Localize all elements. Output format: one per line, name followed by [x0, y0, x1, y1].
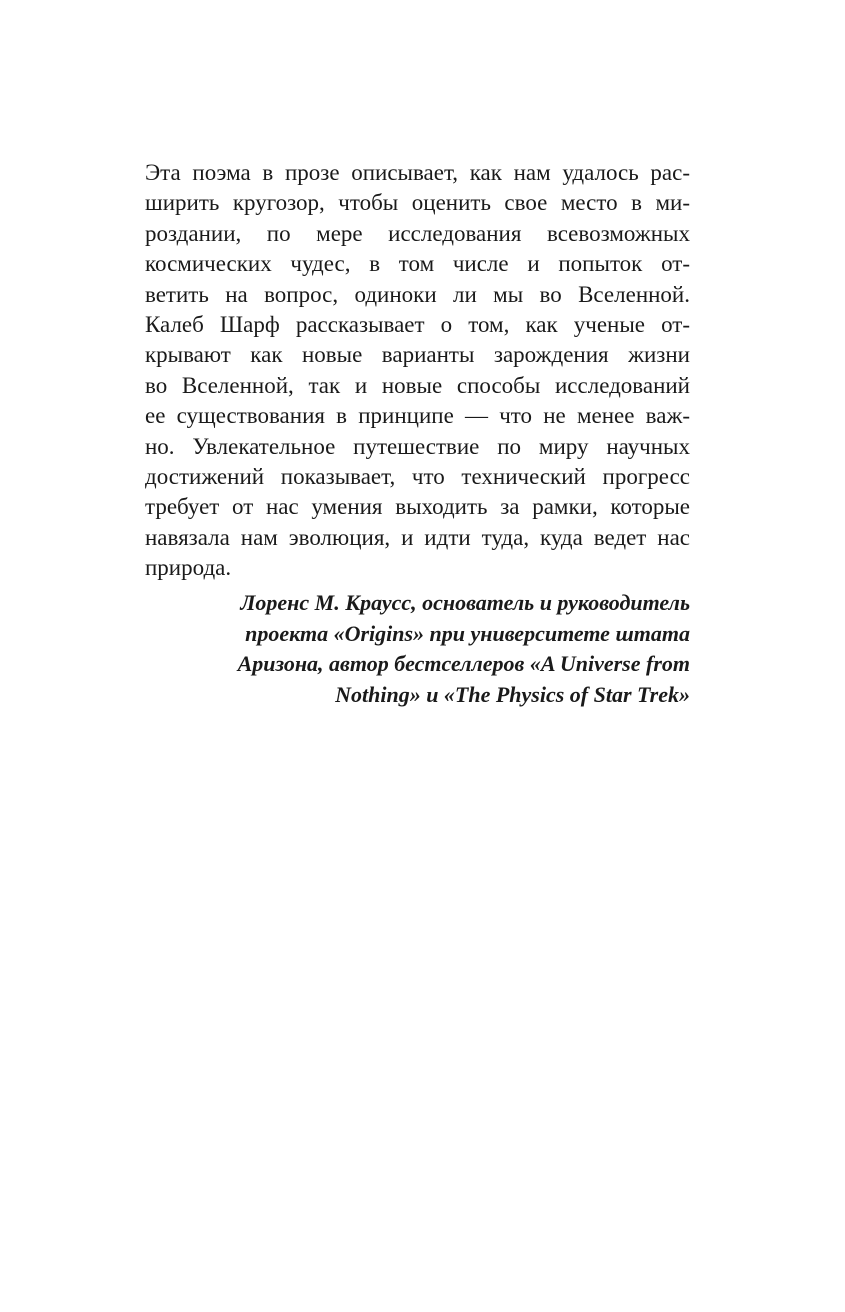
text-line: достижений показывает, что технический прогресс [145, 463, 690, 489]
text-line: Эта поэма в прозе описывает, как нам удалось рас- [145, 160, 690, 185]
text-line: ее существования в принципе — что не менее важ- [145, 403, 690, 429]
attribution-line: проекта «Origins» при университете штата [245, 620, 690, 646]
text-line: космических чудес, в том числе и попыток от- [145, 251, 690, 277]
attribution [145, 588, 690, 710]
attribution-line: Аризона, автор бестселлеров «A Universe from [237, 651, 690, 676]
attribution-line: Nothing» и «The Physics of Star Trek» [335, 681, 690, 707]
text-line: но. Увлекательное путешествие по миру научных [145, 433, 690, 459]
text-line: роздании, по мере исследования всевозможных [145, 220, 690, 246]
text-line: природа. [145, 555, 232, 581]
text-line: во Вселенной, так и новые способы исследований [145, 372, 690, 398]
text-line: крывают как новые варианты зарождения жизни [145, 342, 690, 368]
text-line: Калеб Шарф рассказывает о том, как ученые от- [145, 311, 690, 337]
attribution-line: Лоренс М. Краусс, основатель и руководитель [240, 590, 690, 615]
text-line: ветить на вопрос, одиноки ли мы во Вселенной. [145, 281, 690, 307]
text-line: требует от нас умения выходить за рамки, которые [145, 494, 690, 520]
review-paragraph [145, 158, 690, 583]
text-line: ширить кругозор, чтобы оценить свое место в ми- [145, 190, 690, 216]
text-line: навязала нам эволюция, и идти туда, куда ведет нас [145, 524, 690, 550]
